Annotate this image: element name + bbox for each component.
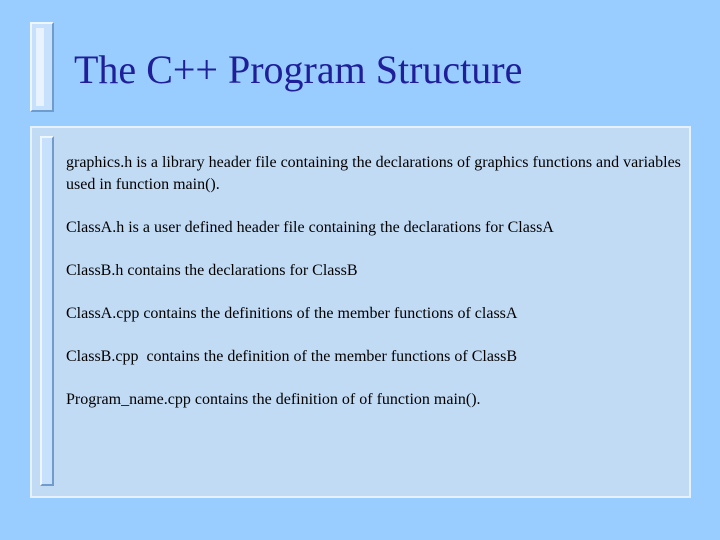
title-accent-bar <box>30 22 54 112</box>
bullet-classb-h: ClassB.h contains the declarations for ClassB <box>66 262 358 279</box>
bullet-classa-cpp: ClassA.cpp contains the definitions of the member functions of classA <box>66 305 518 322</box>
bullet-classb-cpp: ClassB.cpp contains the definition of the member functions of ClassB <box>66 348 518 365</box>
bullet-program-cpp: Program_name.cpp contains the definition of of function main(). <box>66 391 481 408</box>
bullet-classa-h: ClassA.h is a user defined header file containing the declarations for ClassA <box>66 219 554 236</box>
content-accent-bar <box>40 136 54 486</box>
bullet-list <box>66 152 690 432</box>
bullet-graphics-h: graphics.h is a library header file containing the declarations of graphics functions and variables used in function main(). <box>66 154 681 193</box>
slide-title: The C++ Program Structure <box>74 47 523 92</box>
